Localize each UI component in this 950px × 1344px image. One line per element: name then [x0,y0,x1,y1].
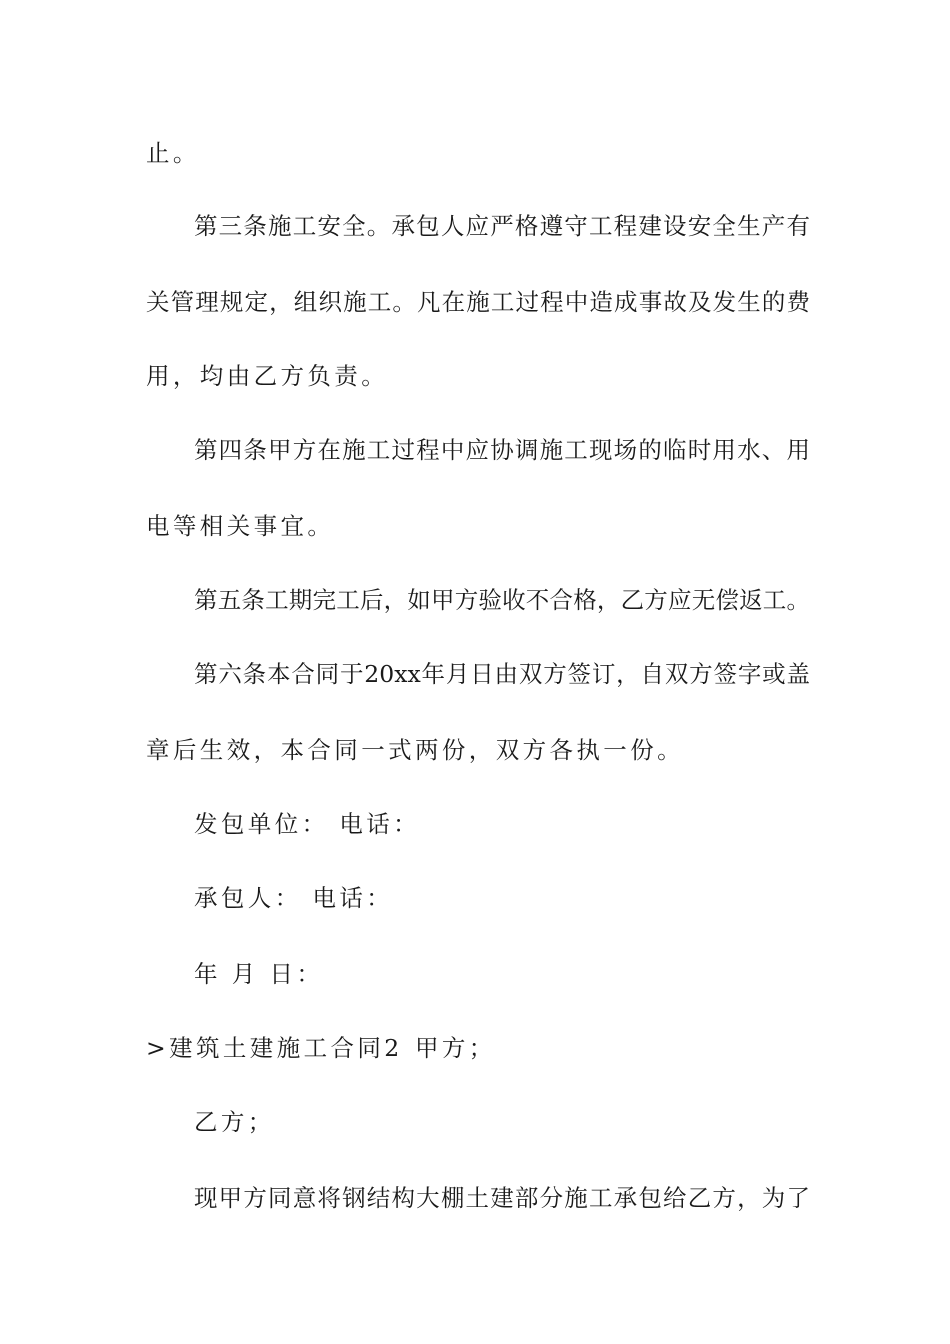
text-line: 电等相关事宜。 [146,512,335,540]
text-line: 现甲方同意将钢结构大棚土建部分施工承包给乙方，为了 [194,1184,810,1212]
text-line: 止。 [146,139,200,167]
text-line: 年 月 日： [194,960,324,988]
text-line: 第四条甲方在施工过程中应协调施工现场的临时用水、用 [194,436,810,464]
text-line: 第三条施工安全。承包人应严格遵守工程建设安全生产有 [194,212,810,240]
section-heading [146,1030,403,1066]
text-line: 关管理规定，组织施工。凡在施工过程中造成事故及发生的费 [146,288,810,316]
party-a-label: 甲方； [415,1034,496,1062]
text-line: 发包单位： 电话： [194,810,421,838]
text-line: 第六条本合同于20xx年月日由双方签订，自双方签字或盖 [194,660,810,688]
text-line: 章后生效，本合同一式两份，双方各执一份。 [146,736,684,764]
text-line: 承包人： 电话： [194,884,394,912]
text-line: 用，均由乙方负责。 [146,362,389,390]
heading-text: >建筑土建施工合同2 [146,1034,403,1062]
text-line: 乙方； [194,1108,275,1136]
text-line: 第五条工期完工后，如甲方验收不合格，乙方应无偿返工。 [194,586,810,614]
